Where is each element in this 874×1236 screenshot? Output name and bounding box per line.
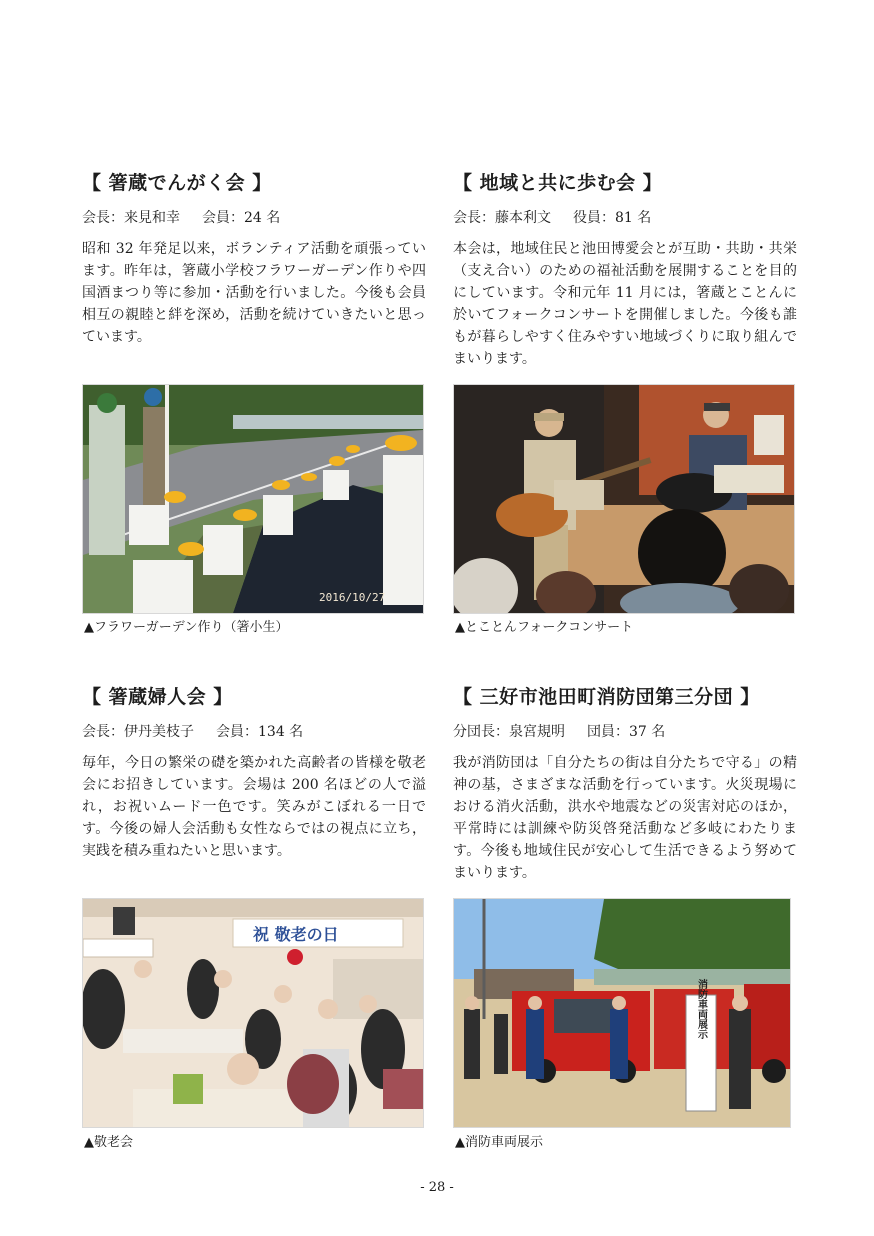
leader-text: 会長：来見和幸 xyxy=(82,210,180,226)
section-body: 我が消防団は「自分たちの街は自分たちで守る」の精神の基，さまざまな活動を行っています。火災現場における消火活動，洪水や地震などの災害対応のほか，平常時には訓練や防災啓発活動など多岐にわたります。今後も地域住民が安心して生活できるよう努めてまいります。 xyxy=(453,755,797,881)
section-body: 昭和 32 年発足以来，ボランティア活動を頑張っています。昨年は，箸蔵小学校フラワーガーデン作りや四国酒まつり等に参加・活動を行いました。今後も会員相互の親睦と絆を深め，活動を続けていきたいと思っています。 xyxy=(82,241,426,345)
members-text: 役員：81 名 xyxy=(573,210,652,226)
leader-text: 会長：藤本利文 xyxy=(453,210,551,226)
section-meta xyxy=(82,208,426,228)
photo-caption: ▲消防車両展示 xyxy=(455,1135,543,1150)
photo-caption: ▲敬老会 xyxy=(84,1135,133,1150)
leader-text: 会長：伊丹美枝子 xyxy=(82,724,194,740)
section-heading: 【 地域と共に歩む会 】 xyxy=(453,172,663,194)
section-heading: 【 箸蔵でんがく会 】 xyxy=(82,172,272,194)
photo-caption: ▲フラワーガーデン作り（箸小生） xyxy=(84,620,289,635)
photo-banner-text: 祝 敬老の日 xyxy=(253,925,339,944)
section-chiiki-to-tomoni xyxy=(453,170,797,370)
section-meta xyxy=(453,208,797,228)
photo-date-stamp: 2016/10/27 xyxy=(319,591,386,604)
photo-sign-line-1: 消防車両展示 xyxy=(695,979,707,1039)
folk-concert-photo xyxy=(453,384,795,614)
section-shobodan xyxy=(453,684,797,884)
flower-garden-photo xyxy=(82,384,424,614)
section-fujinkai xyxy=(82,684,426,862)
section-meta xyxy=(82,722,426,742)
section-body: 毎年，今日の繁栄の礎を築かれた高齢者の皆様を敬老会にお招きしています。会場は 200 名ほどの人で溢れ，お祝いムード一色です。笑みがこぼれる一日です。今後の婦人会活動も女性ならではの視点に立ち，実践を積み重ねたいと思います。 xyxy=(82,755,426,859)
fire-truck-photo xyxy=(453,898,791,1128)
members-text: 団員：37 名 xyxy=(587,724,666,740)
section-meta xyxy=(453,722,797,742)
members-text: 会員：134 名 xyxy=(216,724,304,740)
leader-text: 分団長：泉宮規明 xyxy=(453,724,565,740)
members-text: 会員：24 名 xyxy=(202,210,281,226)
photo-caption: ▲とことんフォークコンサート xyxy=(455,620,634,635)
section-hashikura-dengaku xyxy=(82,170,426,348)
page-number: - 28 - xyxy=(420,1180,454,1195)
section-body: 本会は，地域住民と池田博愛会とが互助・共助・共栄（支え合い）のための福祉活動を展開することを目的にしています。令和元年 11 月には，箸蔵とことんに於いてフォークコンサートを開催しました。今後も誰もが暮らしやすく住みやすい地域づくりに取り組んでまいります。 xyxy=(453,241,797,367)
section-heading: 【 箸蔵婦人会 】 xyxy=(82,686,233,708)
keirokai-photo xyxy=(82,898,424,1128)
section-heading: 【 三好市池田町消防団第三分団 】 xyxy=(453,686,760,708)
